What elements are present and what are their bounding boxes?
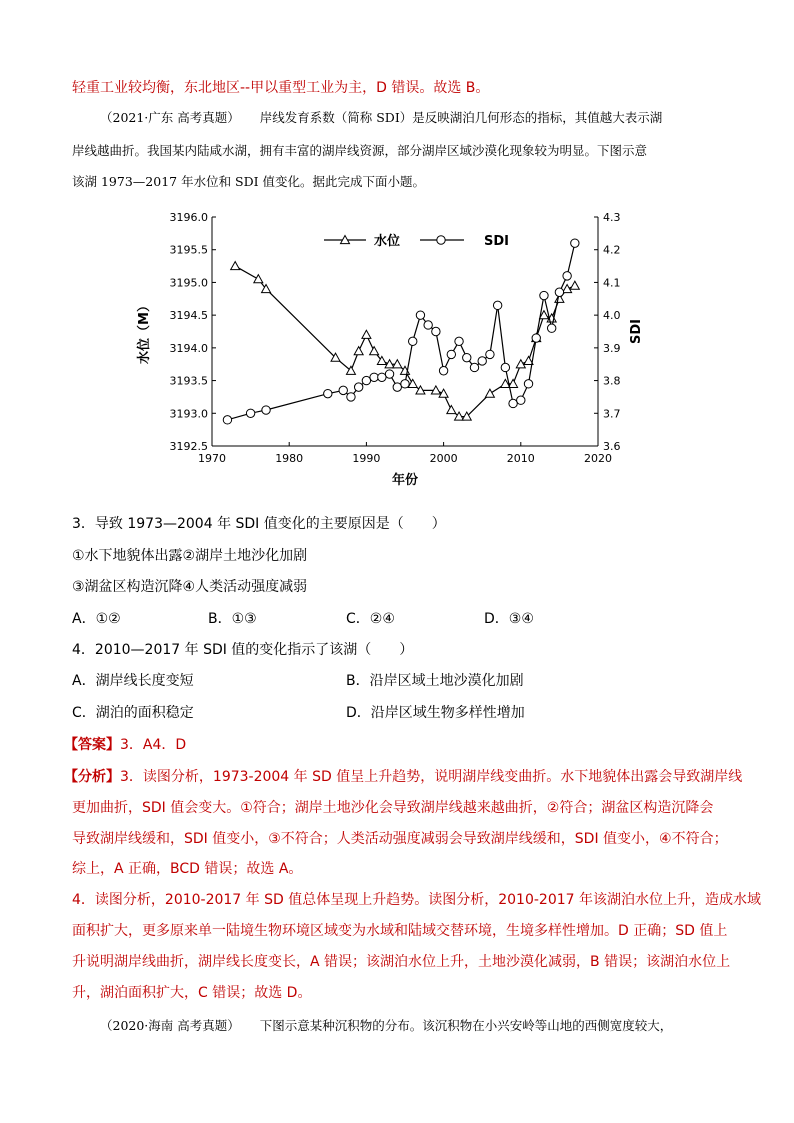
- q3-statements-2: ③湖盆区构造沉降④人类活动强度减弱: [72, 579, 308, 595]
- sdi-point: [385, 370, 393, 378]
- sdi-point: [501, 363, 509, 371]
- answer-line: [64, 735, 186, 755]
- x-tick-label: 1970: [198, 452, 226, 465]
- y-left-tick-label: 3195.0: [169, 276, 208, 290]
- intro-text-1: 岸线发育系数（简称 SDI）是反映湖泊几何形态的指标，其值越大表示湖: [259, 110, 663, 125]
- sdi-point: [339, 386, 347, 394]
- q3-stem: 3．导致 1973—2004 年 SDI 值变化的主要原因是（ ）: [72, 516, 446, 532]
- sdi-point: [470, 363, 478, 371]
- analysis-line-1: [64, 767, 742, 787]
- y-axis-right-label: SDI: [629, 319, 644, 344]
- x-tick-label: 1980: [275, 452, 304, 465]
- analysis-line-3: 导致湖岸线缓和，SDI 值变小，③不符合；人类活动强度减弱会导致湖岸线缓和，SDI 值变小，④不符合；: [72, 831, 728, 847]
- sdi-point: [493, 301, 501, 309]
- sdi-point: [409, 337, 417, 345]
- sdi-point: [262, 406, 270, 414]
- top-continuation-text: 轻重工业较均衡，东北地区--甲以重型工业为主，D 错误。故选 B。: [72, 80, 490, 96]
- analysis-line-7: 升说明湖岸线曲折，湖岸线长度变长，A 错误；该湖泊水位上升，土地沙漠化减弱，B 错误；该湖泊水位上: [72, 954, 731, 970]
- water-level-point: [370, 347, 379, 355]
- question-intro-line-1: [72, 108, 662, 128]
- sdi-point: [432, 327, 440, 335]
- legend-sdi-marker: [437, 236, 445, 244]
- y-left-tick-label: 3193.0: [169, 407, 208, 421]
- y-left-tick-label: 3193.5: [169, 374, 208, 388]
- water-level-point: [362, 330, 371, 338]
- sdi-point: [524, 380, 532, 388]
- y-right-tick-label: 4.0: [603, 309, 621, 323]
- sdi-point: [354, 383, 362, 391]
- analysis-line-4: 综上，A 正确，BCD 错误；故选 A。: [72, 861, 303, 877]
- legend-sdi-label: SDI: [484, 234, 509, 249]
- analysis-line-5: 4．读图分析，2010-2017 年 SD 值总体呈现上升趋势。读图分析，2010-2017 年该湖泊水位上升，造成水域: [72, 892, 761, 908]
- q3-option-c: C．②④: [346, 611, 395, 627]
- sdi-point: [378, 373, 386, 381]
- x-tick-label: 1990: [352, 452, 381, 465]
- sdi-point: [509, 399, 517, 407]
- water-level-point: [447, 406, 456, 414]
- water-level-point: [570, 281, 579, 289]
- analysis-line-2: 更加曲折，SDI 值会变大。①符合；湖岸土地沙化会导致湖岸线越来越曲折，②符合；湖盆区构造沉降会: [72, 800, 714, 816]
- sdi-series-line: [227, 243, 574, 420]
- q3-option-a: A．①②: [72, 611, 121, 627]
- question-intro-line-2: 岸线越曲折。我国某内陆咸水湖，拥有丰富的湖岸线资源，部分湖岸区域沙漠化现象较为明显。下图示意: [72, 143, 648, 158]
- y-left-tick-label: 3195.5: [169, 243, 208, 257]
- q4-option-c: C．湖泊的面积稳定: [72, 705, 194, 721]
- sdi-point: [486, 350, 494, 358]
- legend-water-level-label: 水位: [374, 234, 401, 249]
- y-left-tick-label: 3194.5: [169, 309, 208, 323]
- x-tick-label: 2000: [429, 452, 458, 465]
- sdi-point: [563, 272, 571, 280]
- y-right-tick-label: 3.9: [603, 341, 621, 355]
- analysis-line-6: 面积扩大，更多原来单一陆境生物环境区域变为水域和陆域交替环境，生境多样性增加。D 正确；SD 值上: [72, 923, 728, 939]
- sdi-point: [223, 416, 231, 424]
- q4-option-b: B．沿岸区域土地沙漠化加剧: [346, 673, 524, 689]
- y-left-tick-label: 3196.0: [169, 211, 208, 224]
- sdi-point: [455, 337, 463, 345]
- next-question-text: 下图示意某种沉积物的分布。该沉积物在小兴安岭等山地的西侧宽度较大，: [259, 1018, 673, 1033]
- y-right-tick-label: 3.6: [603, 440, 621, 453]
- water-level-sdi-chart: [128, 205, 648, 500]
- water-level-point: [231, 262, 240, 270]
- y-right-tick-label: 4.1: [603, 276, 621, 290]
- sdi-point: [401, 380, 409, 388]
- x-tick-label: 2020: [584, 452, 612, 465]
- sdi-point: [439, 367, 447, 375]
- question-intro-line-3: 该湖 1973—2017 年水位和 SDI 值变化。据此完成下面小题。: [72, 174, 426, 189]
- analysis-tag: 【分析】: [64, 769, 120, 785]
- x-axis-label: 年份: [391, 473, 419, 488]
- water-level-point: [485, 389, 494, 397]
- sdi-point: [393, 383, 401, 391]
- sdi-point: [347, 393, 355, 401]
- y-left-tick-label: 3192.5: [169, 440, 208, 453]
- answer-tag: 【答案】: [64, 737, 120, 753]
- q4-option-a: A．湖岸线长度变短: [72, 673, 194, 689]
- y-right-tick-label: 4.3: [603, 211, 621, 224]
- sdi-point: [478, 357, 486, 365]
- answer-text: 3．A4．D: [120, 737, 187, 753]
- water-level-point: [254, 275, 263, 283]
- y-axis-left-label: 水位（M）: [137, 299, 152, 364]
- sdi-point: [540, 291, 548, 299]
- sdi-point: [324, 389, 332, 397]
- sdi-point: [416, 311, 424, 319]
- q4-stem: 4．2010—2017 年 SDI 值的变化指示了该湖（ ）: [72, 642, 414, 658]
- sdi-point: [246, 409, 254, 417]
- sdi-point: [532, 334, 540, 342]
- sdi-point: [463, 353, 471, 361]
- analysis-text-1: 3．读图分析，1973-2004 年 SD 值呈上升趋势，说明湖岸线变曲折。水下地貌体出露会导致湖岸线: [120, 769, 743, 785]
- q3-option-d: D．③④: [484, 611, 534, 627]
- x-tick-label: 2010: [506, 452, 535, 465]
- sdi-point: [447, 350, 455, 358]
- sdi-point: [517, 396, 525, 404]
- q3-statements-1: ①水下地貌体出露②湖岸土地沙化加剧: [72, 548, 308, 564]
- sdi-point: [555, 288, 563, 296]
- sdi-point: [370, 373, 378, 381]
- question-source: （2021·广东 高考真题）: [100, 110, 240, 125]
- sdi-point: [547, 324, 555, 332]
- next-question-intro: [72, 1016, 672, 1036]
- q4-option-d: D．沿岸区域生物多样性增加: [346, 705, 525, 721]
- next-question-source: （2020·海南 高考真题）: [100, 1018, 240, 1033]
- water-level-point: [354, 347, 363, 355]
- sdi-point: [362, 376, 370, 384]
- y-right-tick-label: 3.7: [603, 407, 621, 421]
- analysis-line-8: 升，湖泊面积扩大，C 错误；故选 D。: [72, 985, 312, 1001]
- y-right-tick-label: 4.2: [603, 243, 621, 257]
- sdi-point: [571, 239, 579, 247]
- y-left-tick-label: 3194.0: [169, 341, 208, 355]
- y-right-tick-label: 3.8: [603, 374, 621, 388]
- sdi-point: [424, 321, 432, 329]
- q3-option-b: B．①③: [208, 611, 257, 627]
